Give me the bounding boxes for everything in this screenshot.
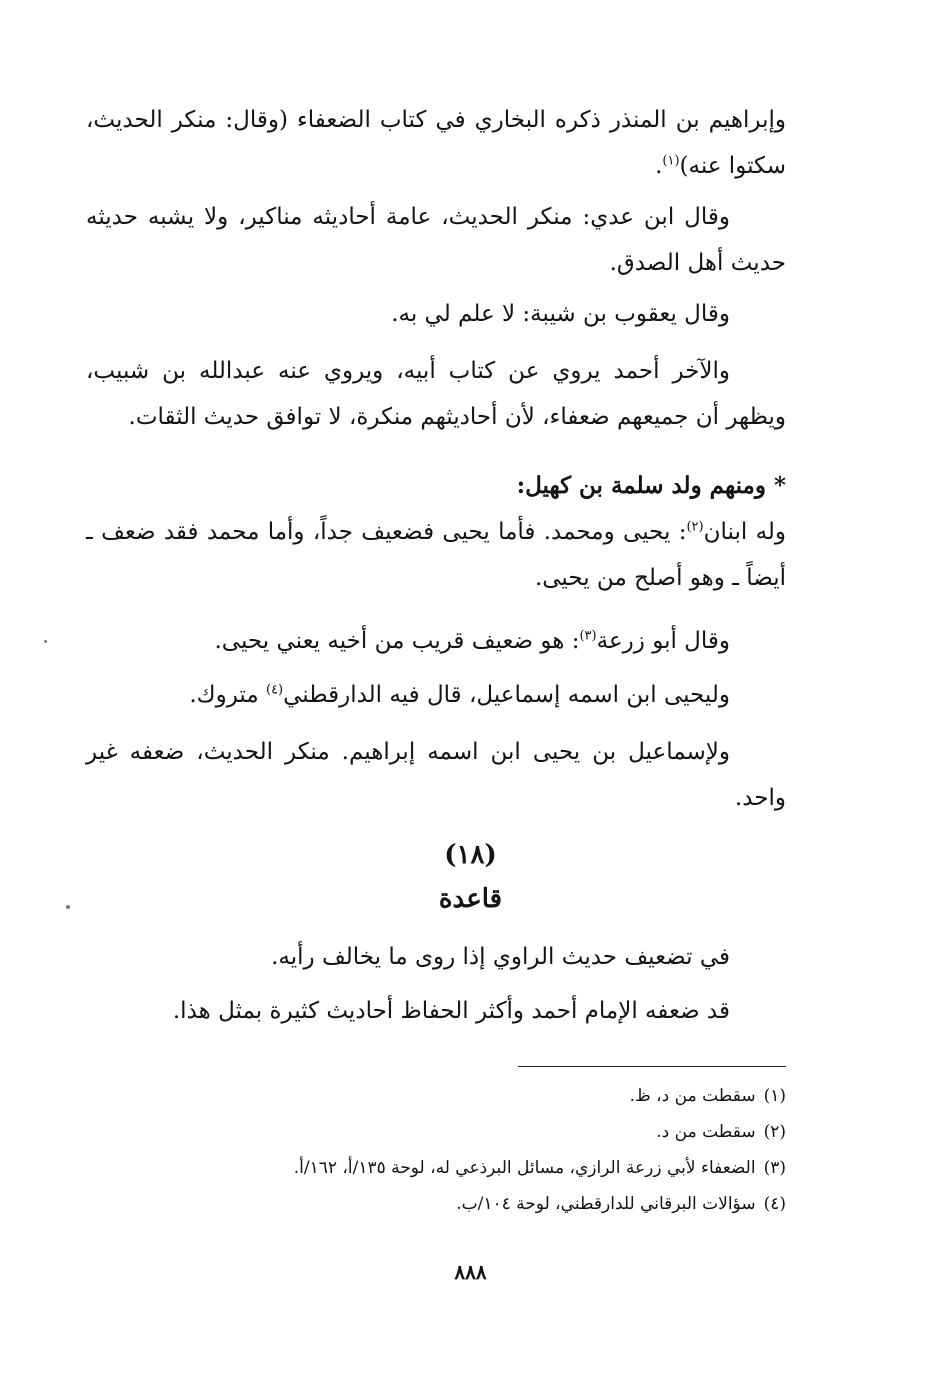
paragraph-ismail-son	[86, 729, 786, 821]
footnote-ref[interactable]: (٢)	[686, 519, 704, 535]
paragraph-text-post: : هو ضعيف قريب من أخيه يعني يحيى.	[214, 628, 580, 654]
footnote-ref[interactable]: (٤)	[265, 682, 284, 698]
footnote-text: سقطت من د، ظ.	[629, 1086, 756, 1106]
subheading-sons-of-salamah	[86, 463, 786, 509]
paragraph-two-sons	[86, 509, 786, 601]
paragraph-tail: .	[655, 153, 663, 179]
footnote-text: الضعفاء لأبي زرعة الرازي، مسائل البرذعي له، لوحة ١٣٥/أ، ١٦٢/أ.	[293, 1158, 756, 1178]
section-number: (١٨)	[444, 840, 497, 870]
paragraph-text: في تضعيف حديث الراوي إذا روى ما يخالف رأيه.	[271, 944, 730, 970]
footnote-item	[86, 1114, 786, 1150]
paragraph-text-pre: وقال أبو زرعة	[596, 628, 730, 654]
paragraph-text: والآخر أحمد يروي عن كتاب أبيه، ويروي عنه عبدالله بن شبيب، ويظهر أن جميعهم ضعفاء، لأن أحاديثهم منكرة، لا توافق حديث الثقات.	[86, 358, 786, 430]
paragraph-text-post: متروك.	[189, 682, 266, 708]
scan-speck	[44, 640, 47, 643]
footnote-item	[86, 1150, 786, 1186]
subheading-text: ومنهم ولد سلمة بن كهيل:	[516, 472, 766, 499]
page-number: ٨٨٨	[454, 1260, 487, 1284]
paragraph-text: وقال ابن عدي: منكر الحديث، عامة أحاديثه مناكير، ولا يشبه حديثه حديث أهل الصدق.	[86, 204, 786, 276]
paragraph-text-post: : يحيى ومحمد. فأما يحيى فضعيف جداً، وأما محمد فقد ضعف ـ أيضاً ـ وهو أصلح من يحيى.	[86, 519, 786, 591]
footnote-number: (٣)	[763, 1158, 786, 1178]
paragraph-yaqub-bin-shaybah	[86, 291, 786, 337]
paragraph-text-pre: وليحيى ابن اسمه إسماعيل، قال فيه الدارقطني	[283, 682, 730, 708]
paragraph-abu-zurah	[86, 618, 786, 664]
footnote-number: (٤)	[763, 1194, 786, 1214]
footnote-item	[86, 1186, 786, 1222]
footnote-ref[interactable]: (٣)	[579, 628, 597, 644]
paragraph-rule-statement	[86, 934, 786, 980]
paragraph-ahmad-weakened	[86, 988, 786, 1034]
paragraph-text: قد ضعفه الإمام أحمد وأكثر الحفاظ أحاديث كثيرة بمثل هذا.	[172, 998, 730, 1024]
scan-speck	[66, 905, 70, 909]
footnote-text: سؤالات البرقاني للدارقطني، لوحة ١٠٤/ب.	[456, 1194, 756, 1214]
footnote-number: (١)	[763, 1086, 786, 1106]
paragraph-ibrahim-bin-mundhir	[86, 97, 786, 189]
paragraph-text: ولإسماعيل بن يحيى ابن اسمه إبراهيم. منكر الحديث، ضعفه غير واحد.	[86, 739, 786, 811]
paragraph-text-pre: وله ابنان	[703, 519, 787, 545]
footnote-item	[86, 1078, 786, 1114]
asterisk-icon: *	[773, 472, 786, 499]
paragraph-yahya-son	[86, 672, 786, 718]
footnote-ref[interactable]: (١)	[662, 153, 680, 169]
footnotes-list	[86, 1078, 786, 1222]
footnote-text: سقطت من د.	[656, 1122, 756, 1142]
paragraph-ahmad	[86, 348, 786, 440]
paragraph-text: وقال يعقوب بن شيبة: لا علم لي به.	[391, 301, 730, 327]
section-title: قاعدة	[438, 884, 503, 914]
footnote-divider	[518, 1066, 786, 1067]
footnote-number: (٢)	[763, 1122, 786, 1142]
paragraph-text: وإبراهيم بن المنذر ذكره البخاري في كتاب الضعفاء (وقال: منكر الحديث، سكتوا عنه)	[86, 107, 786, 179]
paragraph-ibn-adi	[86, 194, 786, 286]
